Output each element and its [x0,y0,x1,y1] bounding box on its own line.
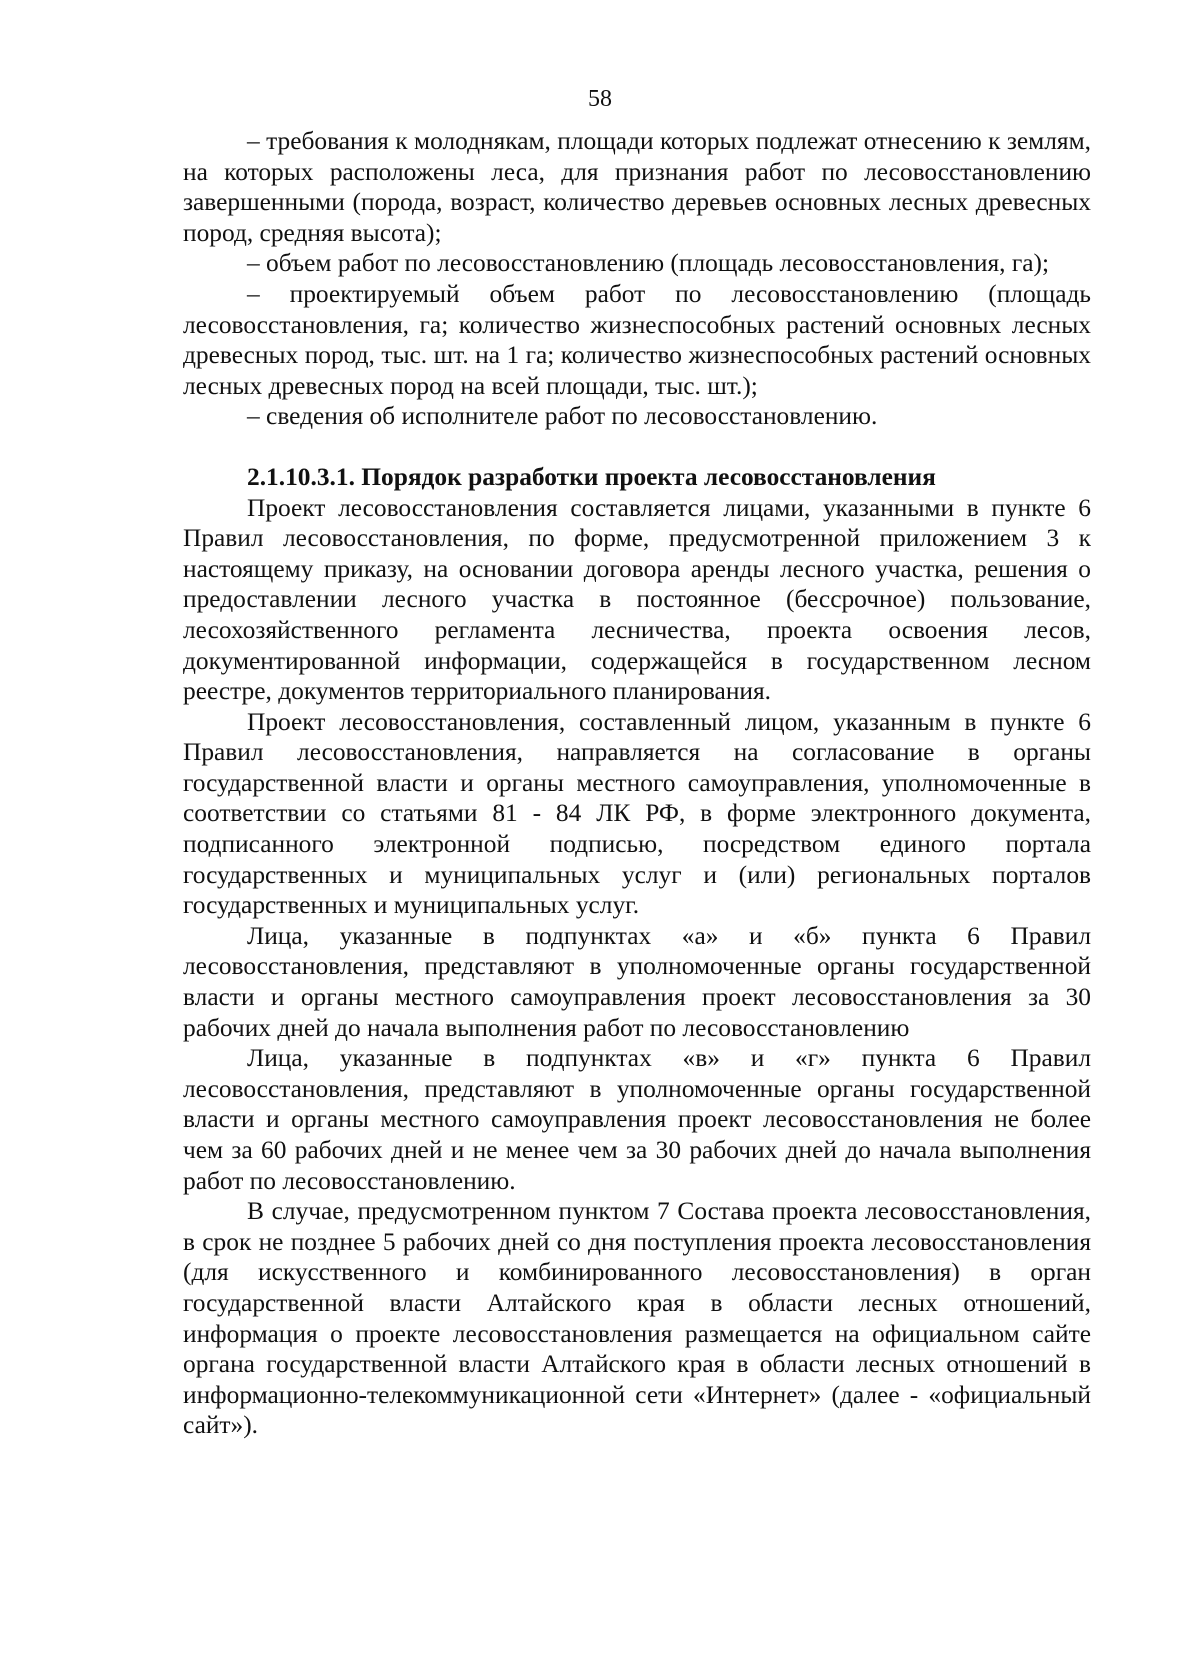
list-item: – требования к молоднякам, площади которых подлежат отнесению к землям, на которых расположены леса, для признания работ по лесовосстановлению завершенными (порода, возраст, количество деревьев основных лесных древесных пород, средняя высота); [183,127,1091,247]
document-body [183,126,1091,1441]
page-number: 58 [588,86,612,112]
section-heading: 2.1.10.3.1. Порядок разработки проекта лесовосстановления [247,462,936,491]
paragraph: Лица, указанные в подпунктах «а» и «б» пункта 6 Правил лесовосстановления, представляют в уполномоченные органы государственной власти и органы местного самоуправления проект лесовосстановления за 30 рабочих дней до начала выполнения работ по лесовосстановлению [183,921,1091,1042]
paragraph: Проект лесовосстановления, составленный лицом, указанным в пункте 6 Правил лесовосстановления, направляется на согласование в органы государственной власти и органы местного самоуправления, уполномоченные в соответствии со статьями 81 - 84 ЛК РФ, в форме электронного документа, подписанного электронной подписью, посредством единого портала государственных и муниципальных услуг и (или) региональных порталов государственных и муниципальных услуг. [183,707,1091,920]
paragraph: Лица, указанные в подпунктах «в» и «г» пункта 6 Правил лесовосстановления, представляют в уполномоченные органы государственной власти и органы местного самоуправления проект лесовосстановления не более чем за 60 рабочих дней и не менее чем за 30 рабочих дней до начала выполнения работ по лесовосстановлению. [183,1044,1091,1195]
list-item: – проектируемый объем работ по лесовосстановлению (площадь лесовосстановления, га; количество жизнеспособных растений основных лесных древесных пород, тыс. шт. на 1 га; количество жизнеспособных растений основных лесных древесных пород на всей площади, тыс. шт.); [183,279,1091,400]
paragraph: В случае, предусмотренном пунктом 7 Состава проекта лесовосстановления, в срок не позднее 5 рабочих дней со дня поступления проекта лесовосстановления (для искусственного и комбинированного лесовосстановления) в орган государственной власти Алтайского края в области лесных отношений, информация о проекте лесовосстановления размещается на официальном сайте органа государственной власти Алтайского края в области лесных отношений в информационно-телекоммуникационной сети «Интернет» (далее - «официальный сайт»). [183,1197,1091,1440]
paragraph: Проект лесовосстановления составляется лицами, указанными в пункте 6 Правил лесовосстановления, по форме, предусмотренной приложением 3 к настоящему приказу, на основании договора аренды лесного участка, решения о предоставлении лесного участка в постоянное (бессрочное) пользование, лесохозяйственного регламента лесничества, проекта освоения лесов, документированной информации, содержащейся в государственном лесном реестре, документов территориального планирования. [183,493,1091,706]
list-item: – объем работ по лесовосстановлению (площадь лесовосстановления, га); [247,249,1050,278]
list-item: – сведения об исполнителе работ по лесовосстановлению. [247,402,878,431]
